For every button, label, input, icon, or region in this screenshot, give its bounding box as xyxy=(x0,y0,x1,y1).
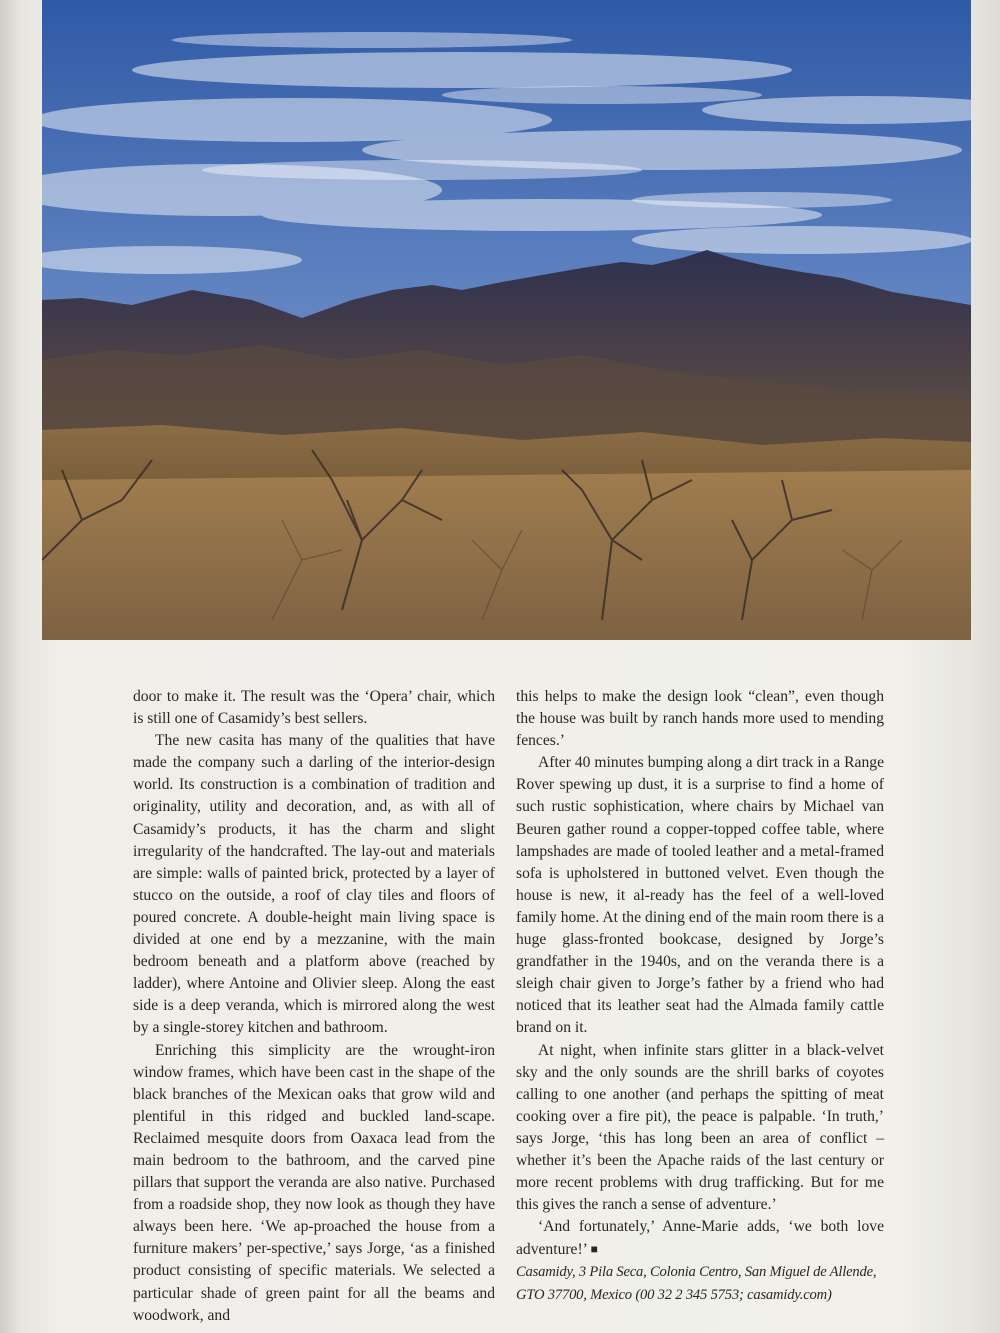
closing-quote: ‘And fortunately,’ Anne-Marie adds, ‘we both love adventure!’ xyxy=(516,1218,884,1259)
end-mark-icon: ■ xyxy=(590,1242,598,1257)
paragraph: The new casita has many of the qualities that have made the company such a darling of the interior-design world. Its construction is a combination of tradition and originality, utility and decoration, and, as with all of Casamidy’s products, it has the charm and slight irregularity of the handcrafted. The lay-out and materials are simple: walls of painted brick, protected by a layer of stucco on the outside, a roof of clay tiles and floors of poured concrete. A double-height main living space is divided at one end by a mezzanine, with the main bedroom beneath and a platform above (reached by ladder), where Antoine and Olivier sleep. Along the east side is a deep veranda, which is mirrored along the west by a single-storey kitchen and bathroom. xyxy=(133,732,495,1037)
article-left-column xyxy=(133,686,495,1327)
paragraph: this helps to make the design look “clean”, even though the house was built by ranch hands more used to mending fences.’ xyxy=(516,688,884,750)
paragraph: At night, when infinite stars glitter in a black-velvet sky and the only sounds are the shrill barks of coyotes calling to one another (and perhaps the spitting of meat cooking over a fire pit), the peace is palpable. ‘In truth,’ says Jorge, ‘this has long been an area of conflict – whether it’s been the Apache raids of the last century or more recent problems with drug trafficking. But for me this gives the ranch a sense of adventure.’ xyxy=(516,1041,884,1214)
paragraph: After 40 minutes bumping along a dirt track in a Range Rover spewing up dust, it is a surprise to find a home of such rustic sophistication, where chairs by Michael van Beuren gather round a copper-topped coffee table, where lampshades are made of tooled leather and a metal-framed sofa is upholstered in buttoned velvet. Even though the house is new, it al-ready has the feel of a well-loved family home. At the dining end of the main room there is a huge glass-fronted bookcase, designed by Jorge’s grandfather in the 1940s, and on the veranda there is a sleigh chair given to Jorge’s father by a friend who had noticed that its leather seat had the Almada family cattle brand on it. xyxy=(516,754,884,1037)
landscape-photo xyxy=(42,0,971,640)
article-right-column xyxy=(516,686,884,1306)
closing-paragraph xyxy=(516,1216,884,1261)
paragraph: door to make it. The result was the ‘Opera’ chair, which is still one of Casamidy’s best sellers. xyxy=(133,688,495,728)
paragraph: Enriching this simplicity are the wrought-iron window frames, which have been cast in the shape of the black branches of the Mexican oaks that grow wild and plentiful in this ridged and buckled land-scape. Reclaimed mesquite doors from Oaxaca lead from the main bedroom to the bathroom, and the carved pine pillars that support the veranda are also native. Purchased from a roadside shop, they now look as though they have always been here. ‘We ap-proached the house from a furniture makers’ per-spective,’ says Jorge, ‘as a finished product consisting of specific materials. We selected a particular shade of green paint for all the beams and woodwork, and xyxy=(133,1041,495,1324)
address-credit: Casamidy, 3 Pila Seca, Colonia Centro, San Miguel de Allende, GTO 37700, Mexico (00 32 2 345 5753; casamidy.com) xyxy=(516,1264,877,1303)
landscape-illustration xyxy=(42,0,971,640)
